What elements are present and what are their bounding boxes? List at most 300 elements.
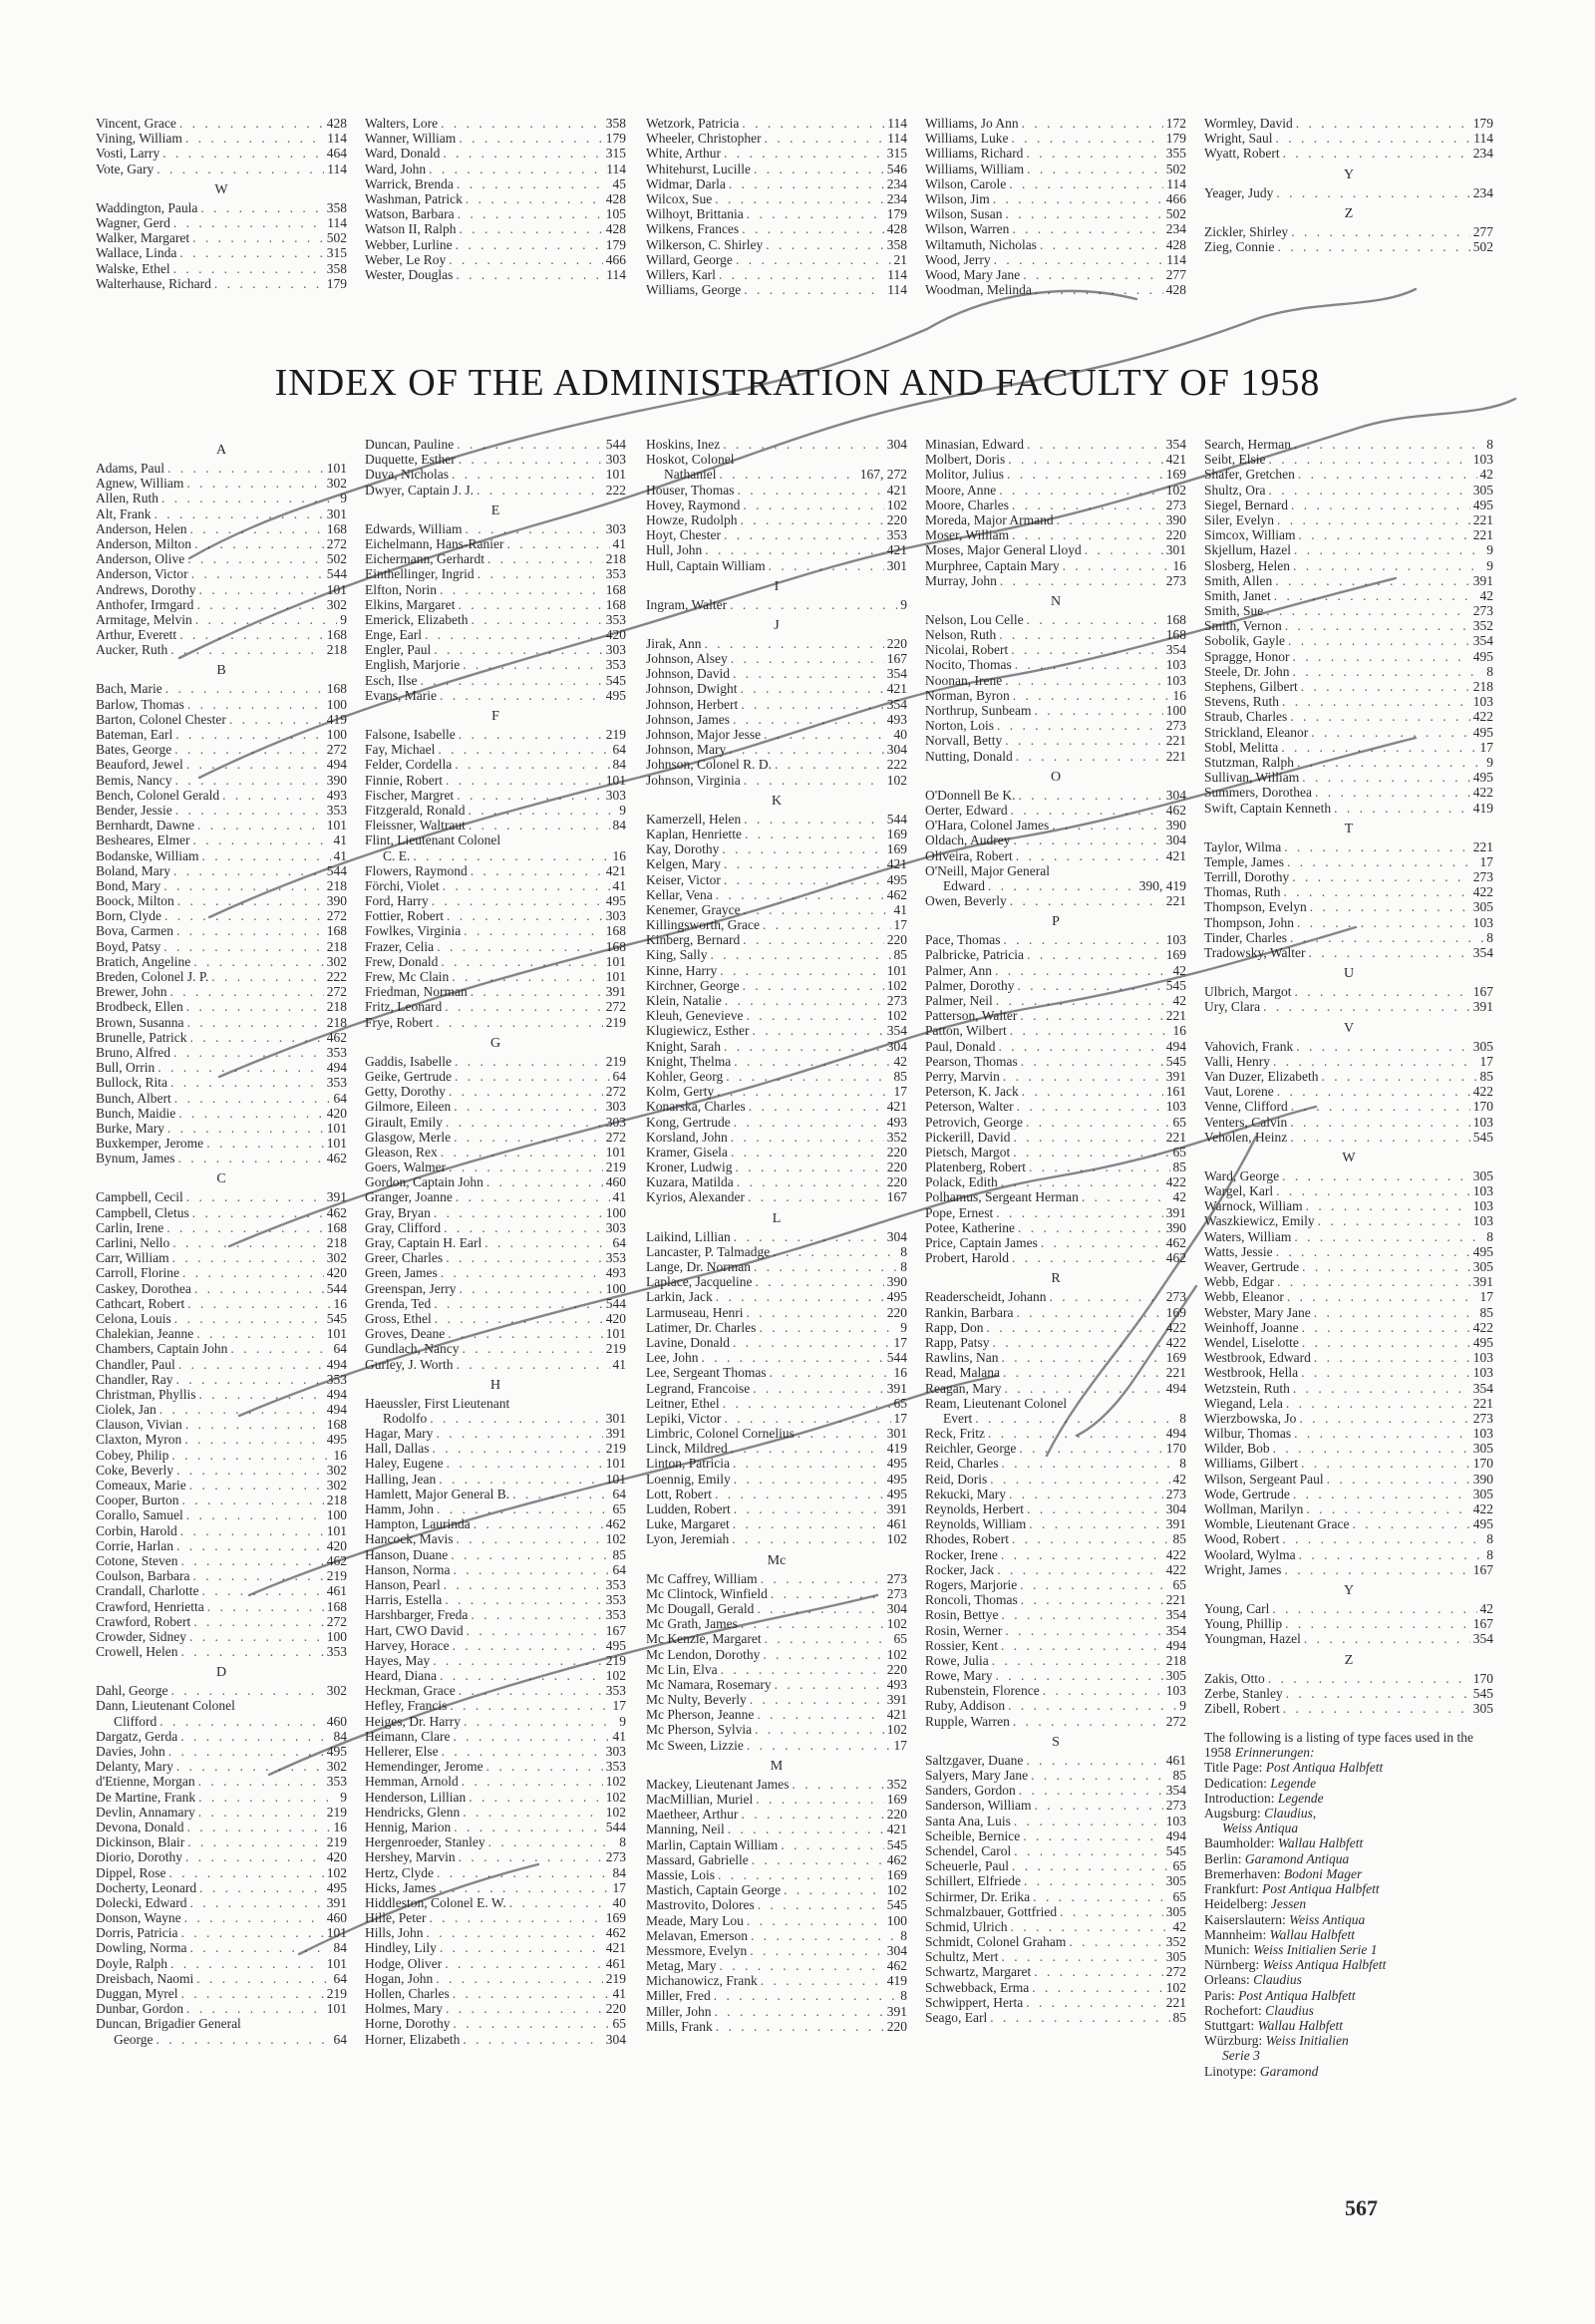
index-entry	[646, 841, 907, 856]
leader-dots	[1318, 1213, 1470, 1228]
leader-dots	[1302, 1335, 1470, 1350]
leader-dots	[425, 627, 603, 642]
leader-dots	[452, 467, 603, 482]
leader-dots	[463, 1805, 603, 1820]
entry-page: 8	[900, 1988, 907, 2004]
entry-name: Terrill, Dorothy	[1204, 869, 1290, 885]
entry-page: 391	[886, 1501, 907, 1516]
entry-name: Dolecki, Edward	[96, 1894, 187, 1910]
leader-dots	[1294, 437, 1483, 452]
index-entry	[925, 1683, 1186, 1698]
entry-page: 421	[605, 1940, 626, 1956]
entry-name: Smith, Vernon	[1204, 618, 1282, 634]
entry-page: 391	[326, 1189, 347, 1205]
index-entry	[646, 1426, 907, 1441]
index-entry	[925, 1235, 1186, 1250]
leader-dots	[446, 1115, 603, 1130]
index-entry	[96, 1387, 347, 1402]
index-entry	[925, 1160, 1186, 1174]
leader-dots	[1000, 573, 1163, 588]
typeface-item-label: Rochefort:	[1204, 2002, 1262, 2018]
entry-name: Zakis, Otto	[1204, 1670, 1265, 1686]
index-entry	[96, 984, 347, 999]
entry-name: Dunbar, Gordon	[96, 2001, 183, 2017]
leader-dots	[459, 1281, 602, 1296]
entry-name: Woolard, Wylma	[1204, 1546, 1296, 1562]
entry-name: Delanty, Mary	[96, 1759, 173, 1775]
letter-heading: I	[774, 578, 780, 594]
entry-name: Geike, Gertrude	[365, 1068, 452, 1084]
entry-page: 461	[886, 1516, 907, 1532]
typeface-item-value: Weiss Initialien Serie 1	[1253, 1941, 1378, 1957]
leader-dots	[194, 1281, 324, 1296]
index-entry	[96, 878, 347, 893]
index-entry	[365, 1265, 626, 1280]
entry-name: Hellerer, Else	[365, 1744, 439, 1759]
entry-page: 220	[886, 2018, 907, 2034]
leader-dots	[456, 237, 603, 252]
index-entry	[1204, 573, 1493, 588]
leader-dots	[471, 612, 602, 627]
index-entry	[365, 1174, 626, 1189]
entry-page: 103	[1165, 1099, 1186, 1115]
leader-dots	[743, 932, 884, 947]
leader-dots	[182, 1265, 324, 1280]
index-entry	[925, 978, 1186, 993]
entry-page: 168	[1165, 627, 1186, 643]
entry-name: Rodolfo	[383, 1410, 428, 1426]
entry-page: 218	[605, 551, 626, 567]
entry-name: Johnson, Virginia	[646, 772, 741, 788]
index-entry	[1204, 1229, 1493, 1244]
entry-page: 103	[1472, 694, 1493, 710]
index-entry	[96, 1971, 347, 1986]
leader-dots	[173, 1045, 324, 1060]
index-entry	[646, 1647, 907, 1662]
leader-dots	[181, 1553, 324, 1568]
index-entry	[1204, 1472, 1493, 1487]
index-entry	[365, 1456, 626, 1471]
entry-name: Flowers, Raymond	[365, 862, 468, 878]
index-entry	[925, 1472, 1186, 1487]
index-entry	[96, 1220, 347, 1235]
entry-page: 84	[612, 757, 626, 773]
index-entry	[96, 215, 347, 230]
leader-dots	[757, 1707, 883, 1722]
entry-name: Anderson, Victor	[96, 566, 188, 582]
entry-page: 304	[886, 742, 907, 758]
leader-dots	[459, 727, 603, 742]
index-entry	[925, 1919, 1186, 1934]
leader-dots	[175, 1372, 323, 1387]
entry-name: Jirak, Ann	[646, 635, 702, 651]
index-entry	[925, 749, 1186, 764]
index-entry	[646, 742, 907, 757]
entry-name: Pearson, Thomas	[925, 1053, 1018, 1069]
entry-name: Emerick, Elizabeth	[365, 611, 469, 627]
entry-name: Killingsworth, Grace	[646, 917, 760, 933]
index-entry	[365, 566, 626, 581]
entry-name: Rupple, Warren	[925, 1713, 1010, 1729]
entry-page: 273	[1165, 1798, 1186, 1814]
index-entry	[646, 1008, 907, 1023]
leader-dots	[193, 1614, 324, 1629]
leader-dots	[1016, 848, 1163, 863]
leader-dots	[1018, 1220, 1163, 1235]
entry-name: Thompson, Evelyn	[1204, 899, 1307, 915]
entry-name: Brewer, John	[96, 984, 167, 1000]
entry-name: Van Duzer, Elizabeth	[1204, 1068, 1319, 1084]
entry-name: Sanders, Gordon	[925, 1783, 1016, 1799]
index-entry	[646, 1289, 907, 1304]
entry-name: Hull, John	[646, 542, 703, 558]
index-entry	[925, 282, 1186, 297]
index-entry	[1204, 801, 1493, 816]
entry-page: 17	[893, 1084, 907, 1100]
leader-dots	[1005, 1623, 1162, 1638]
index-entry	[96, 1599, 347, 1614]
index-entry	[96, 551, 347, 566]
entry-page: 169	[886, 841, 907, 857]
entry-page: 102	[605, 1804, 626, 1820]
index-entry	[925, 878, 1186, 893]
leader-dots	[733, 712, 884, 727]
entry-page: 100	[1165, 703, 1186, 718]
entry-name: Swift, Captain Kenneth	[1204, 800, 1332, 816]
entry-name: Webber, Lurline	[365, 236, 453, 252]
entry-page: 234	[886, 190, 907, 206]
index-entry	[96, 2016, 347, 2031]
index-entry	[365, 1341, 626, 1356]
entry-page: 64	[333, 1341, 347, 1357]
entry-page: 101	[326, 1326, 347, 1342]
index-entry	[96, 1538, 347, 1553]
index-entry	[925, 1798, 1186, 1813]
entry-page: 219	[605, 1441, 626, 1457]
entry-name: Williams, Gilbert	[1204, 1456, 1298, 1472]
index-entry	[646, 727, 907, 742]
entry-page: 420	[326, 1537, 347, 1553]
leader-dots	[1282, 1531, 1483, 1546]
index-entry	[925, 1084, 1186, 1099]
entry-page: 16	[1172, 1023, 1186, 1039]
entry-page: 421	[886, 1707, 907, 1723]
index-entry	[925, 673, 1186, 688]
entry-page: 355	[1165, 146, 1186, 162]
index-entry	[925, 527, 1186, 542]
entry-page: 544	[326, 566, 347, 582]
entry-name: Hall, Dallas	[365, 1441, 430, 1457]
entry-page: 304	[886, 1038, 907, 1054]
entry-page: 170	[1165, 1441, 1186, 1457]
index-entry	[646, 2019, 907, 2034]
entry-page: 161	[1165, 1084, 1186, 1100]
index-entry	[925, 1623, 1186, 1638]
typeface-item-value: Claudius	[1253, 1972, 1302, 1988]
entry-name: Peterson, Walter	[925, 1099, 1014, 1115]
entry-page: 64	[612, 1235, 626, 1250]
leader-dots	[196, 597, 323, 612]
index-entry	[925, 1441, 1186, 1456]
entry-name: Carroll, Florine	[96, 1265, 179, 1281]
entry-page: 101	[605, 953, 626, 969]
letter-heading: A	[215, 443, 227, 458]
entry-name: Anthofer, Irmgard	[96, 596, 194, 612]
leader-dots	[754, 162, 884, 176]
leader-dots	[730, 597, 897, 612]
leader-dots	[445, 1956, 603, 1971]
leader-dots	[192, 1205, 324, 1220]
index-entry	[365, 1084, 626, 1099]
entry-name: Scheible, Bernice	[925, 1827, 1021, 1843]
leader-dots	[990, 1472, 1169, 1487]
entry-page: 168	[605, 938, 626, 954]
entry-name: Ulbrich, Margot	[1204, 984, 1292, 1000]
leader-dots	[437, 1865, 610, 1880]
typeface-item-label: Stuttgart:	[1204, 2017, 1255, 2033]
leader-dots	[1290, 1130, 1470, 1145]
entry-page: 41	[612, 1728, 626, 1744]
typeface-item-value: Post Antiqua Halbfett	[1265, 1760, 1384, 1776]
index-entry	[646, 1601, 907, 1616]
leader-dots	[190, 1940, 331, 1955]
entry-name: Buxkemper, Jerome	[96, 1136, 204, 1152]
index-entry	[925, 452, 1186, 467]
entry-page: 302	[326, 1683, 347, 1699]
entry-name: Tinder, Charles	[1204, 929, 1287, 945]
leader-dots	[733, 666, 884, 681]
index-entry	[1204, 527, 1493, 542]
entry-name: Mc Pherson, Jeanne	[646, 1707, 755, 1723]
entry-name: George	[114, 2031, 154, 2047]
entry-name: Veholen, Heinz	[1204, 1129, 1288, 1145]
typeface-item-value: Jessen	[1270, 1896, 1307, 1912]
index-entry	[96, 642, 347, 657]
entry-page: 218	[326, 877, 347, 893]
index-entry	[365, 1865, 626, 1880]
entry-name: Hanson, Pearl	[365, 1576, 441, 1592]
leader-dots	[1012, 1250, 1163, 1265]
entry-page: 420	[605, 627, 626, 643]
index-entry	[365, 1562, 626, 1577]
index-entry	[96, 832, 347, 847]
entry-name: Hindley, Lily	[365, 1940, 437, 1956]
index-entry	[925, 963, 1186, 978]
leader-dots	[733, 1516, 884, 1531]
entry-page: 102	[605, 1531, 626, 1547]
entry-page: 218	[326, 1235, 347, 1250]
index-entry	[1204, 740, 1493, 755]
index-entry	[96, 773, 347, 788]
leader-dots	[1276, 1183, 1470, 1198]
index-entry	[1204, 224, 1493, 239]
index-entry	[925, 206, 1186, 221]
typeface-item-value: Post Antiqua Halbfett	[1238, 1987, 1356, 2003]
index-entry	[96, 582, 347, 597]
entry-page: 495	[1472, 1516, 1493, 1532]
index-entry	[96, 1568, 347, 1583]
index-entry	[925, 1980, 1186, 1995]
index-entry	[365, 657, 626, 672]
typeface-item	[1204, 1988, 1493, 2003]
index-entry	[646, 1662, 907, 1677]
leader-dots	[206, 1136, 324, 1151]
entry-page: 390	[326, 772, 347, 788]
entry-name: Dahl, George	[96, 1683, 168, 1699]
leader-dots	[478, 566, 603, 581]
leader-dots	[1291, 1099, 1470, 1114]
leader-dots	[1040, 237, 1163, 252]
leader-dots	[1287, 854, 1476, 869]
entry-page: 466	[605, 251, 626, 267]
entry-page: 103	[1472, 1213, 1493, 1229]
entry-name: Dann, Lieutenant Colonel	[96, 1698, 235, 1714]
entry-name: Ward, John	[365, 161, 427, 176]
typeface-item-label: Paris:	[1204, 1987, 1235, 2003]
letter-heading: P	[1052, 914, 1060, 930]
index-entry	[96, 1729, 347, 1744]
leader-dots	[1009, 1487, 1163, 1501]
entry-page: 462	[326, 1029, 347, 1045]
entry-page: 301	[886, 557, 907, 573]
typeface-item	[1204, 2033, 1493, 2048]
entry-name: Minasian, Edward	[925, 437, 1024, 452]
entry-name: Dreisbach, Naomi	[96, 1970, 194, 1986]
entry-name: Förchi, Violet	[365, 877, 440, 893]
leader-dots	[174, 1091, 331, 1106]
entry-name: Hoskins, Inez	[646, 437, 721, 452]
index-entry	[925, 818, 1186, 832]
entry-page: 303	[605, 452, 626, 468]
leader-dots	[1026, 146, 1162, 161]
leader-dots	[755, 1722, 884, 1737]
leader-dots	[1016, 1305, 1162, 1320]
entry-page: 218	[1472, 679, 1493, 694]
index-entry	[1204, 498, 1493, 512]
entry-name: Reck, Fritz	[925, 1426, 985, 1442]
leader-dots	[187, 1015, 324, 1030]
leader-dots	[716, 887, 884, 902]
leader-dots	[214, 276, 324, 291]
entry-page: 277	[1472, 223, 1493, 239]
entry-page: 220	[886, 932, 907, 948]
entry-page: 167	[1472, 984, 1493, 1000]
entry-name: Frye, Robert	[365, 1014, 434, 1030]
entry-name: Hergenroeder, Stanley	[365, 1834, 485, 1850]
entry-page: 462	[1165, 802, 1186, 818]
index-entry	[1204, 588, 1493, 603]
index-entry	[646, 1707, 907, 1722]
entry-page: 352	[886, 1776, 907, 1792]
entry-name: Michanowicz, Frank	[646, 1973, 758, 1989]
index-entry	[925, 848, 1186, 863]
leader-dots	[229, 712, 324, 727]
leader-dots	[993, 1335, 1163, 1350]
entry-page: 422	[1165, 1319, 1186, 1335]
entry-name: Wilson, Susan	[925, 206, 1003, 222]
entry-page: 219	[326, 1834, 347, 1850]
index-entry	[925, 1205, 1186, 1220]
letter-heading: C	[216, 1171, 226, 1187]
index-entry	[365, 893, 626, 908]
entry-page: 421	[886, 1099, 907, 1115]
index-entry	[646, 437, 907, 452]
leader-dots	[742, 221, 884, 236]
entry-page: 169	[886, 1866, 907, 1882]
entry-name: Bratich, Angeline	[96, 953, 191, 969]
leader-dots	[748, 1189, 884, 1204]
leader-dots	[1002, 1456, 1177, 1471]
entry-name: Lyon, Jeremiah	[646, 1531, 730, 1547]
typeface-item	[1204, 1806, 1493, 1821]
page-number: 567	[1345, 2195, 1378, 2220]
entry-page: 9	[340, 491, 347, 506]
entry-name: Pickerill, David	[925, 1129, 1011, 1145]
index-entry	[925, 1828, 1186, 1843]
index-entry	[925, 688, 1186, 703]
entry-page: 42	[1172, 962, 1186, 978]
index-entry	[646, 666, 907, 681]
entry-name: Edwards, William	[365, 520, 463, 536]
typeface-item-value: Wallau Halbfett	[1257, 2017, 1344, 2033]
index-entry	[96, 1849, 347, 1864]
index-entry	[1204, 618, 1493, 633]
index-entry	[96, 1910, 347, 1925]
leader-dots	[506, 536, 609, 551]
entry-name: Northrup, Sunbeam	[925, 703, 1032, 718]
entry-page: 419	[326, 711, 347, 727]
entry-name: Heimann, Clare	[365, 1728, 451, 1744]
index-entry	[1204, 755, 1493, 770]
entry-name: Ford, Harry	[365, 893, 429, 909]
index-entry	[96, 566, 347, 581]
index-entry	[646, 237, 907, 252]
index-entry	[925, 1714, 1186, 1729]
index-entry	[96, 1030, 347, 1045]
entry-page: 422	[1165, 1546, 1186, 1562]
index-entry	[1204, 1168, 1493, 1183]
index-entry	[1204, 999, 1493, 1014]
entry-page: 101	[605, 1144, 626, 1160]
entry-page: 466	[1165, 190, 1186, 206]
entry-page: 17	[893, 917, 907, 933]
index-entry	[925, 498, 1186, 512]
leader-dots	[447, 908, 603, 923]
leader-dots	[189, 1030, 323, 1045]
letter-heading: Y	[1343, 166, 1355, 182]
index-entry	[1204, 116, 1493, 131]
index-entry	[925, 176, 1186, 191]
entry-name: Bench, Colonel Gerald	[96, 787, 220, 803]
entry-name: Spragge, Honor	[1204, 648, 1290, 664]
leader-dots	[1293, 664, 1484, 679]
leader-dots	[420, 673, 602, 688]
entry-name: Schillert, Elfriede	[925, 1873, 1021, 1889]
leader-dots	[448, 1326, 603, 1341]
entry-name: Coke, Beverly	[96, 1462, 173, 1478]
letter-heading: Mc	[767, 1552, 787, 1568]
leader-dots	[1277, 1274, 1470, 1289]
index-entry	[96, 1629, 347, 1644]
entry-name: Yeager, Judy	[1204, 184, 1274, 200]
index-entry	[646, 1692, 907, 1707]
entry-page: 354	[1472, 1380, 1493, 1396]
entry-page: 220	[886, 1160, 907, 1175]
index-entry	[96, 712, 347, 727]
entry-page: 100	[605, 1204, 626, 1220]
entry-page: 100	[326, 727, 347, 742]
entry-name: Besheares, Elmer	[96, 832, 190, 848]
